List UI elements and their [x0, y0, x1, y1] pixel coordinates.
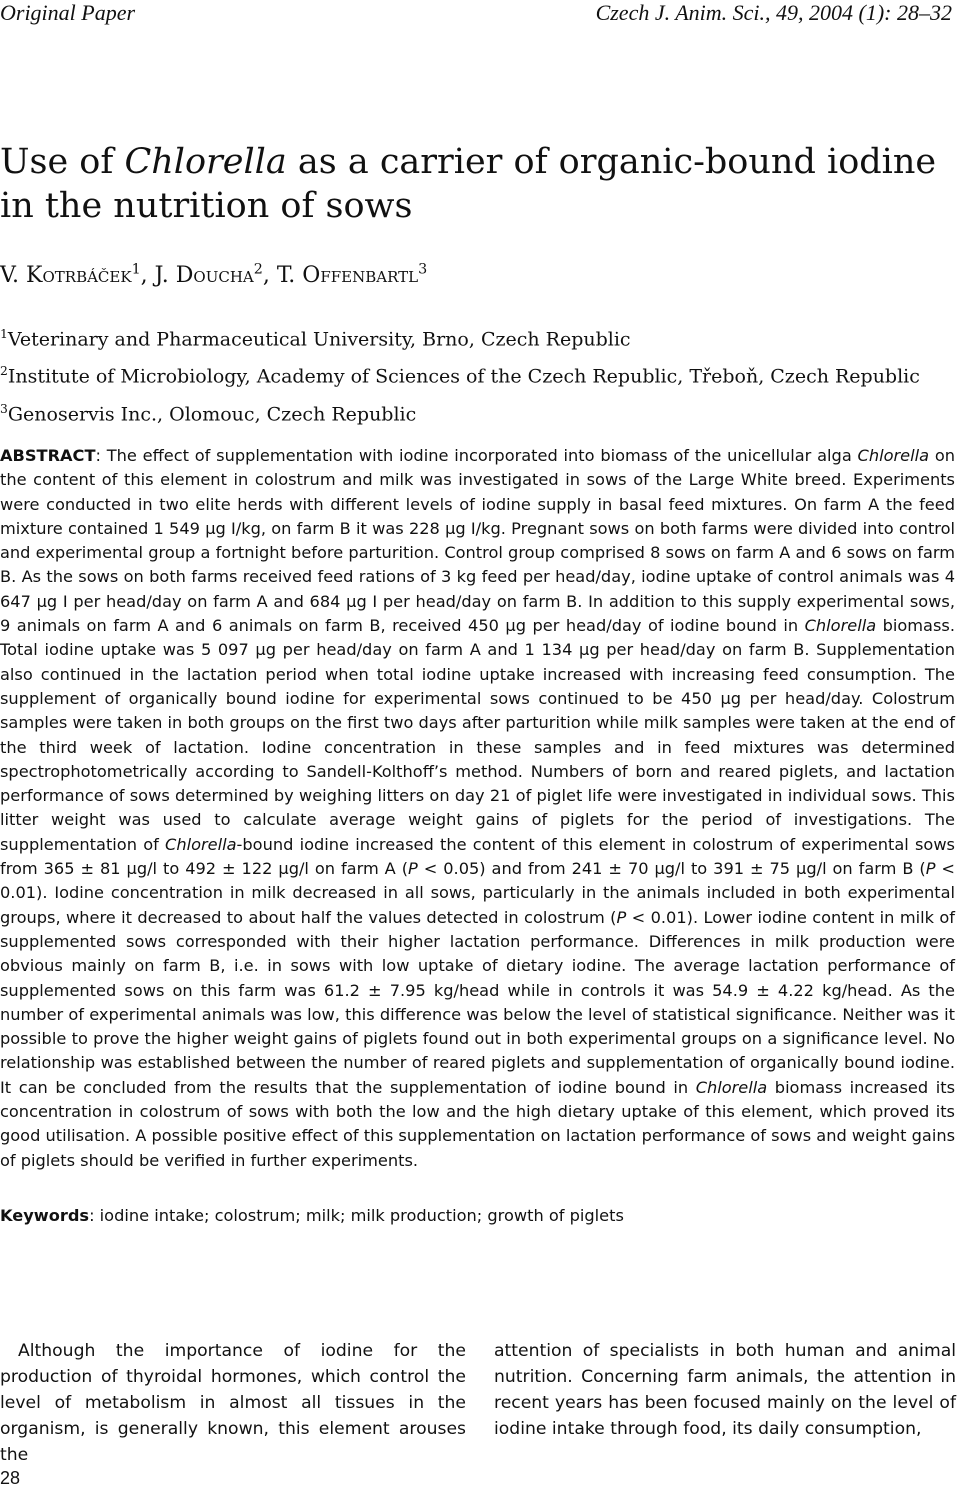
author-surname: Kotrbáček — [26, 263, 132, 289]
author-initial: T. — [276, 263, 303, 289]
keywords-label: Keywords — [0, 1206, 90, 1225]
author-affiliation-mark: 2 — [253, 262, 263, 278]
author-affiliation-mark: 3 — [418, 262, 428, 278]
body-column-left: Although the importance of iodine for the production of thyroidal hormones, which control the level of metabolism in almost all tissues in the organism, is generally known, this element arouses the — [0, 1341, 466, 1465]
abstract-text-run: < 0.05) and from 241 ± 70 μg/l to 391 ± 75 μg/l on farm B ( — [417, 859, 926, 879]
abstract-italic-term: P — [616, 907, 627, 927]
abstract-italic-term: Chlorella — [857, 446, 930, 465]
journal-citation: Czech J. Anim. Sci., 49, 2004 (1): 28–32 — [595, 0, 952, 25]
abstract-label: ABSTRACT — [0, 446, 96, 465]
abstract-text-run: -bound iodine increased the content of this element in colostrum of experimental sows from 365 ± 81 μg/l to 492 ± 122 μg/l on farm A ( — [0, 834, 955, 879]
abstract-text-run: biomass. Total iodine uptake was 5 097 μg per head/day on farm A and 1 134 μg per head/day on farm B. Supplementation also continued in the lactation period when total iodine uptake increased with increasing feed consumption. The supplement of organically bound iodine for experimental sows continued to be 450 μg per head/day. Colostrum samples were taken in both groups on the first two days after parturition while milk samples were taken at the end of the third week of lactation. Iodine concentration in these samples and in feed mixtures was determined spectrophotometrically according to Sandell-Kolthoff’s method. Numbers of born and reared piglets, and lactation performance of sows determined by weighing litters on day 21 of piglet life were investigated in individual sows. This litter weight was used to calculate average weight gains of piglets for the period of investigations. The supplementation of — [0, 616, 955, 854]
abstract-italic-term: Chlorella — [695, 1077, 768, 1097]
abstract-text-run: : The effect of supplementation with iodine incorporated into biomass of the unicellular alga — [95, 446, 858, 465]
title-part-2: as a carrier of organic-bound iodine in the nutrition of sows — [0, 142, 937, 226]
affiliation — [0, 393, 960, 430]
affiliation-text: Veterinary and Pharmaceutical University, Brno, Czech Republic — [7, 328, 631, 351]
article-title — [0, 140, 960, 228]
author — [0, 263, 155, 288]
author-list — [0, 262, 427, 288]
abstract-italic-term: Chlorella — [804, 616, 877, 636]
title-genus: Chlorella — [124, 142, 287, 182]
abstract-text-run: < 0.01). Iodine concentration in milk decreased in all sows, particularly in the animals included in both experimental groups, where it decreased to about half the values detected in colostrum ( — [0, 859, 955, 927]
abstract-text-run: biomass increased its concentration in colostrum of sows with both the low and the high dietary uptake of this element, which proved its good utilisation. A possible positive effect of this supplementation on lactation performance of sows and weight gains of piglets should be verified in further experiments. — [0, 1077, 956, 1170]
affiliation — [0, 318, 960, 355]
abstract-text-run: < 0.01). Lower iodine content in milk of supplemented sows corresponded with their higher lactation performance. Differences in milk production were obvious mainly on farm B, i.e. in sows with low uptake of dietary iodine. The average lactation performance of supplemented sows on this farm was 61.2 ± 7.95 kg/head while in controls it was 54.9 ± 4.22 kg/head. As the number of experimental animals was low, this difference was below the level of statistical significance. Neither was it possible to prove the higher weight gains of piglets found out in both experimental groups on a significance level. No relationship was established between the number of reared piglets and supplementation of organically bound iodine. It can be concluded from the results that the supplementation of iodine bound in — [0, 907, 955, 1097]
abstract-italic-term: P — [925, 859, 936, 879]
author-surname: Doucha — [175, 263, 254, 289]
author-initial: V. — [0, 263, 27, 289]
body-column-right: attention of specialists in both human and animal nutrition. Concerning farm animals, the attention in recent years has been focused mainly on the level of iodine intake through food, its daily consumption, — [494, 1341, 956, 1439]
keywords-text: : iodine intake; colostrum; milk; milk production; growth of piglets — [89, 1206, 624, 1225]
affiliation-list — [0, 318, 960, 430]
journal-section-label: Original Paper — [0, 0, 136, 25]
abstract-text — [0, 446, 955, 1170]
running-head — [0, 0, 960, 28]
affiliation-mark: 1 — [0, 327, 8, 341]
abstract-italic-term: P — [408, 859, 418, 879]
abstract — [0, 444, 955, 1173]
keywords — [0, 1206, 955, 1225]
affiliation-text: Genoservis Inc., Olomouc, Czech Republic — [7, 402, 417, 425]
author-initial: J. — [154, 263, 176, 289]
abstract-italic-term: Chlorella — [165, 834, 237, 854]
page-number: 28 — [0, 1468, 21, 1488]
abstract-text-run: on the content of this element in colostrum and milk was investigated in sows of the Large White breed. Experiments were conducted in two elite herds with different levels of iodine supply in basal feed mixtures. On farm A the feed mixture contained 1 549 μg I/kg, on farm B it was 228 μg I/kg. Pregnant sows on both farms were divided into control and experimental group a fortnight before parturition. Control group comprised 8 sows on farm A and 6 sows on farm B. As the sows on both farms received feed rations of 3 kg feed per head/day, iodine uptake of control animals was 4 647 μg I per head/day on farm A and 684 μg I per head/day on farm B. In addition to this supply experimental sows, 9 animals on farm A and 6 animals on farm B, received 450 μg per head/day of iodine bound in — [0, 446, 955, 636]
affiliation — [0, 355, 960, 392]
author-separator: , — [140, 263, 155, 289]
author-affiliation-mark: 1 — [131, 262, 141, 278]
affiliation-text: Institute of Microbiology, Academy of Sciences of the Czech Republic, Třeboň, Czech Republic — [7, 365, 920, 388]
author-surname: Offenbartl — [302, 263, 419, 289]
author — [155, 263, 277, 288]
title-part-1: Use of — [0, 142, 125, 182]
author-separator: , — [262, 263, 277, 289]
affiliation-mark: 3 — [0, 401, 8, 416]
author — [277, 263, 427, 288]
affiliation-mark: 2 — [0, 364, 8, 379]
